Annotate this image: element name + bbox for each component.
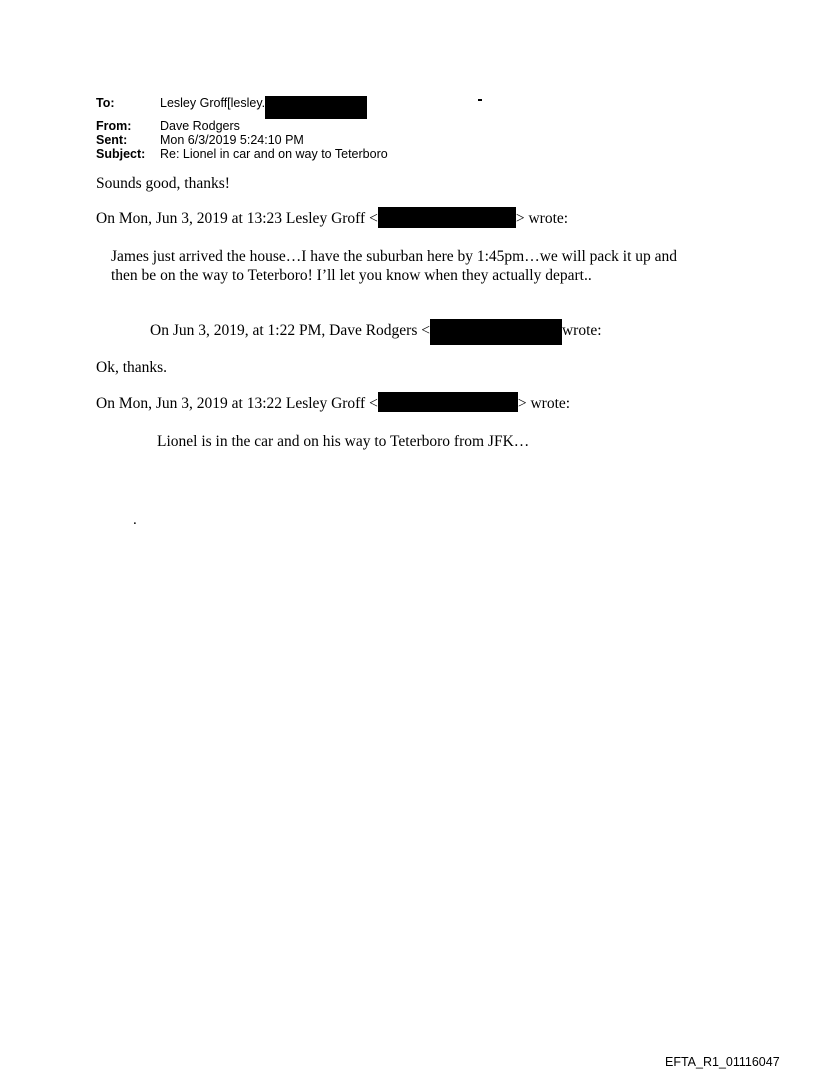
quote1-intro-wrote: > wrote: — [515, 210, 569, 227]
reply-sounds-good: Sounds good, thanks! — [96, 175, 230, 192]
quote3-body: Lionel is in the car and on his way to Teterboro from JFK… — [157, 433, 530, 450]
stray-dash-mark — [478, 99, 482, 101]
to-value: Lesley Groff[lesley. — [160, 96, 266, 110]
subject-label: Subject: — [96, 147, 146, 161]
reply-ok-thanks: Ok, thanks. — [96, 359, 168, 376]
quote2-intro — [150, 321, 602, 345]
quote1-line2: then be on the way to Teterboro! I’ll let you know when they actually depart.. — [111, 267, 592, 284]
quote1-line1: James just arrived the house…I have the suburban here by 1:45pm…we will pack it up and — [111, 248, 678, 265]
quote3-intro-wrote: > wrote: — [517, 395, 571, 412]
quote2-intro-wrote: wrote: — [561, 322, 602, 339]
quote3-intro — [96, 394, 570, 413]
redaction-box — [265, 96, 367, 119]
quote2-intro-text: On Jun 3, 2019, at 1:22 PM, Dave Rodgers < — [150, 322, 430, 339]
quote1-intro — [96, 209, 568, 228]
to-value-wrap — [160, 96, 367, 119]
header-sent-row — [96, 133, 388, 147]
sent-label: Sent: — [96, 133, 128, 147]
email-header — [96, 96, 388, 161]
header-to-row — [96, 96, 388, 119]
quote1-intro-text: On Mon, Jun 3, 2019 at 13:23 Lesley Groff < — [96, 210, 378, 227]
redaction-box — [378, 207, 516, 228]
redaction-box — [430, 319, 562, 345]
subject-value: Re: Lionel in car and on way to Teterboro — [160, 147, 388, 161]
header-subject-row — [96, 147, 388, 161]
header-from-row — [96, 119, 388, 133]
from-value: Dave Rodgers — [160, 119, 240, 133]
to-label: To: — [96, 96, 115, 110]
redaction-box — [378, 392, 518, 412]
sent-value: Mon 6/3/2019 5:24:10 PM — [160, 133, 304, 147]
stray-dot-mark: . — [133, 512, 137, 528]
quote3-intro-text: On Mon, Jun 3, 2019 at 13:22 Lesley Groff < — [96, 395, 378, 412]
from-label: From: — [96, 119, 132, 133]
bates-number: EFTA_R1_01116047 — [665, 1055, 780, 1069]
